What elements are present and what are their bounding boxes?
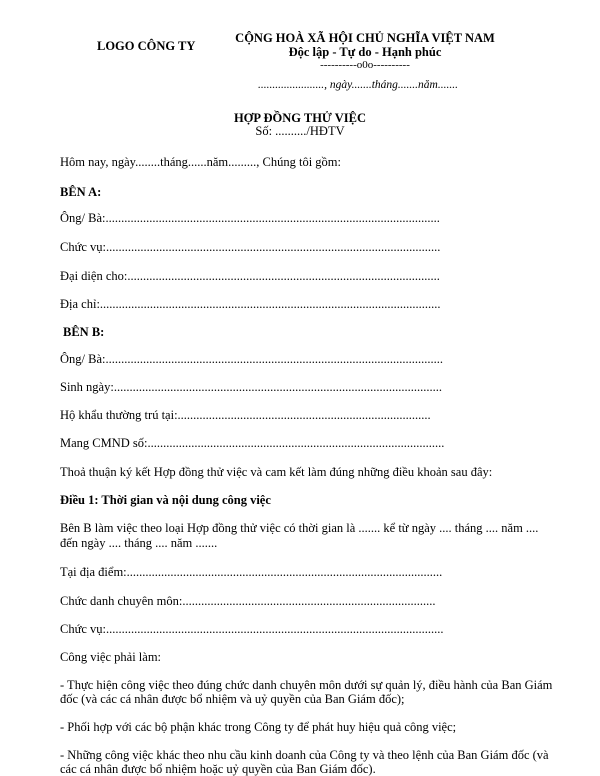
party-a-address-field: Địa chỉ:............................................................................................................. bbox=[60, 297, 441, 311]
contract-number: Số: ........../HĐTV bbox=[255, 124, 345, 138]
duty-item: - Phối hợp với các bộ phận khác trong Công ty để phát huy hiệu quả công việc; bbox=[60, 720, 457, 734]
agreement-text: Thoả thuận ký kết Hợp đồng thử việc và cam kết làm đúng những điều khoản sau đây: bbox=[60, 465, 493, 479]
party-b-id-field: Mang CMND số:............................................................................................... bbox=[60, 436, 445, 450]
contract-title: HỢP ĐỒNG THỬ VIỆC bbox=[233, 111, 367, 125]
duty-item: - Những công việc khác theo nhu cầu kinh doanh của Công ty và theo lệnh của Ban Giám đốc (và bbox=[60, 748, 549, 762]
party-a-name-field: Ông/ Bà:........................................................................................................... bbox=[60, 211, 440, 225]
party-a-representative-field: Đại diện cho:.................................................................................................... bbox=[60, 269, 440, 283]
job-title-field: Chức danh chuyên môn:................................................................................. bbox=[60, 594, 436, 608]
party-a-position-field: Chức vụ:........................................................................................................... bbox=[60, 240, 441, 254]
duties-label: Công việc phải làm: bbox=[60, 650, 162, 664]
intro-text: Hôm nay, ngày........tháng......năm........., Chúng tôi gồm: bbox=[60, 155, 341, 169]
article-1-heading: Điều 1: Thời gian và nội dung công việc bbox=[60, 493, 271, 507]
position-field: Chức vụ:............................................................................................................ bbox=[60, 622, 444, 636]
duty-item: - Thực hiện công việc theo đúng chức danh chuyên môn dưới sự quản lý, điều hành của Ban Giám bbox=[60, 678, 553, 692]
party-b-birthdate-field: Sinh ngày:......................................................................................................... bbox=[60, 380, 442, 394]
article-1-paragraph-cont: đến ngày .... tháng .... năm ....... bbox=[60, 536, 218, 550]
header-separator: ----------o0o---------- bbox=[320, 59, 410, 71]
party-b-name-field: Ông/ Bà:............................................................................................................ bbox=[60, 352, 443, 366]
national-motto: Độc lập - Tự do - Hạnh phúc bbox=[288, 45, 442, 59]
date-line: ......................., ngày.......tháng.......năm....... bbox=[258, 79, 458, 91]
party-b-heading: BÊN B: bbox=[63, 325, 105, 339]
party-b-residence-field: Hộ khẩu thường trú tại:................................................................................. bbox=[60, 408, 431, 422]
national-title: CỘNG HOÀ XÃ HỘI CHỦ NGHĨA VIỆT NAM bbox=[235, 31, 495, 45]
duty-item-cont: đốc (và các cá nhân được bổ nhiệm và uỷ quyền của Ban Giám đốc); bbox=[60, 692, 405, 706]
company-logo-placeholder: LOGO CÔNG TY bbox=[97, 39, 196, 53]
duty-item-cont: các cá nhân được bổ nhiệm hoặc uỷ quyền của Ban Giám đốc). bbox=[60, 762, 376, 776]
article-1-paragraph: Bên B làm việc theo loại Hợp đồng thử việc có thời gian là ....... kể từ ngày .... tháng .... năm .... bbox=[60, 521, 539, 535]
workplace-field: Tại địa điểm:..................................................................................................... bbox=[60, 565, 443, 579]
party-a-heading: BÊN A: bbox=[60, 185, 102, 199]
